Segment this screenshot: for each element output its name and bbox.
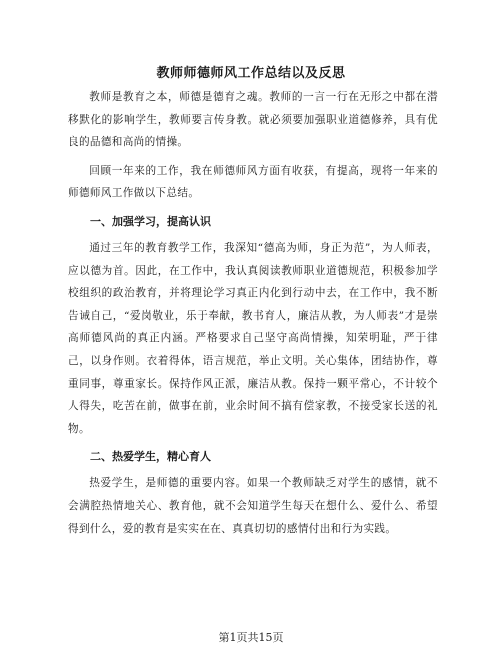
section-heading-1: 一、加强学习，提高认识	[90, 214, 211, 228]
page-footer: 第1页共15页	[218, 631, 284, 644]
section-1-paragraph-1: 通过三年的教育教学工作，我深知“德高为师，身正为范”，为人师表，应以德为首。因此，在工作中，我认真阅读教师职业道德规范，积极参加学校组织的政治教育，并将理论学习真正内化到行动中去，在工作中，我不断告诫自己，“爱岗敬业，乐于奉献，教书育人，廉洁从教，为人师表”才是崇高师德风尚的真正内涵。严格要求自己坚守高尚情操，知荣明耻，严于律己，以身作则。衣着得体，语言规范，举止文明。关心集体，团结协作，尊重同事，尊重家长。保持作风正派，廉洁从教。保持一颗平常心，不计较个人得失，吃苦在前，做事在前，业余时间不搞有偿家教，不接受家长送的礼物。	[68, 241, 438, 435]
document-title: 教师师德师风工作总结以及反思	[156, 66, 346, 81]
intro-paragraph-2: 回顾一年来的工作，我在师德师风方面有收获，有提高，现将一年来的师德师风工作做以下总结。	[68, 164, 438, 200]
section-heading-2: 二、热爱学生，精心育人	[90, 450, 211, 464]
document-body	[68, 86, 438, 546]
intro-paragraph-1: 教师是教育之本，师德是德育之魂。教师的一言一行在无形之中都在潜移默化的影响学生，教师要言传身教。就必须要加强职业道德修养，具有优良的品德和高尚的情操。	[68, 91, 438, 149]
section-2-paragraph-1: 热爱学生，是师德的重要内容。如果一个教师缺乏对学生的感情，就不会满腔热情地关心、教育他，就不会知道学生每天在想什么、爱什么、希望得到什么，爱的教育是实实在在、真真切切的感情付出和行为实践。	[68, 477, 438, 535]
